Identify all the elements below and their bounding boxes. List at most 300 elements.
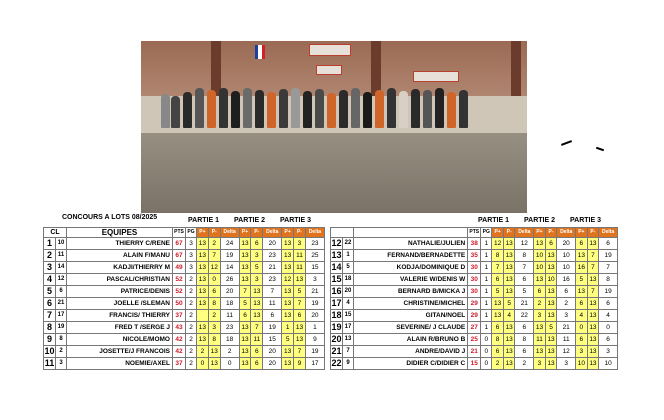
mark — [561, 140, 572, 146]
p2-delta-cell: 10 — [557, 250, 576, 262]
rank-cell: 2 — [44, 250, 56, 262]
p2-minus-cell: 13 — [545, 358, 557, 370]
p2-plus-cell: 13 — [239, 274, 251, 286]
rank-cell: 17 — [331, 298, 342, 308]
team-number-cell: 11 — [56, 250, 67, 262]
rank-cell: 7 — [44, 310, 56, 322]
p3-delta-cell: 17 — [305, 358, 324, 370]
team-name-cell: THIERRY C/RENE — [67, 238, 173, 250]
p3-plus-cell: 16 — [576, 262, 588, 274]
games-won-cell: 0 — [481, 334, 492, 346]
p2-plus-cell: 6 — [534, 286, 546, 298]
p3-minus-cell: 9 — [294, 358, 306, 370]
p1-delta-cell: 2 — [220, 346, 239, 358]
page-title: CONCOURS A LOTS 08/2025 — [62, 214, 158, 221]
p1-delta-cell: 6 — [515, 274, 534, 286]
rank-cell: 11 — [44, 358, 55, 368]
ranking-table-left — [43, 227, 325, 370]
table-row — [331, 274, 618, 286]
team-name-cell: NOEMIE/AXEL — [67, 358, 173, 370]
p1-plus-cell: 7 — [492, 262, 504, 274]
p2-minus-cell: 6 — [545, 238, 557, 250]
plus-header: P+ — [239, 228, 251, 238]
games-won-cell: 1 — [481, 286, 492, 298]
p3-plus-cell: 6 — [576, 298, 588, 310]
team-name-cell: BERNARD B/MICKA J — [354, 286, 468, 298]
partie2-header: PARTIE 2 — [234, 217, 265, 224]
p3-delta-cell: 3 — [305, 274, 324, 286]
team-name-cell: KADJI/THIERRY M — [67, 262, 173, 274]
p3-delta-cell: 3 — [599, 346, 618, 358]
rank-cell: 20 — [331, 334, 342, 344]
p1-plus-cell: 13 — [492, 298, 504, 310]
games-won-cell: 1 — [481, 274, 492, 286]
p3-plus-cell: 0 — [576, 322, 588, 334]
p2-plus-cell: 13 — [239, 250, 251, 262]
table-row — [331, 250, 618, 262]
table-row — [44, 250, 325, 262]
p3-minus-cell: 13 — [587, 346, 599, 358]
p3-plus-cell: 13 — [282, 298, 294, 310]
p1-plus-cell: 13 — [197, 274, 209, 286]
p1-minus-cell: 13 — [503, 238, 515, 250]
team-name-cell: VALERIE W/DENIS W — [354, 274, 468, 286]
group-photo — [141, 41, 527, 213]
p2-minus-cell: 3 — [251, 250, 263, 262]
p2-minus-cell: 13 — [545, 346, 557, 358]
delta-header: Delta — [599, 228, 618, 238]
p2-delta-cell: 6 — [263, 310, 282, 322]
p2-minus-cell: 13 — [545, 334, 557, 346]
p3-minus-cell: 13 — [294, 274, 306, 286]
games-won-cell: 1 — [481, 238, 492, 250]
p2-delta-cell: 6 — [557, 286, 576, 298]
rank-cell: 21 — [331, 346, 342, 356]
plus-header: P+ — [534, 228, 546, 238]
table-row — [44, 286, 325, 298]
p2-plus-cell: 11 — [534, 334, 546, 346]
table-row — [44, 298, 325, 310]
p3-minus-cell: 7 — [294, 298, 306, 310]
rank-cell: 10 — [44, 346, 55, 356]
points-cell: 29 — [468, 310, 481, 322]
pg-header: PG — [481, 228, 492, 238]
games-won-cell: 2 — [186, 310, 197, 322]
points-cell: 27 — [468, 322, 481, 334]
p3-minus-cell: 13 — [587, 322, 599, 334]
p2-plus-cell: 13 — [534, 274, 546, 286]
team-name-cell: PASCAL/CHRISTIAN — [67, 274, 173, 286]
games-won-cell: 2 — [186, 322, 197, 334]
column-header-row — [44, 228, 325, 238]
games-won-cell: 2 — [186, 346, 197, 358]
p2-minus-cell: 6 — [251, 346, 263, 358]
team-number-cell: 19 — [56, 322, 67, 334]
minus-header: P- — [208, 228, 220, 238]
table-row — [44, 262, 325, 274]
points-cell: 29 — [468, 298, 481, 310]
p1-plus-cell: 5 — [492, 286, 504, 298]
p3-delta-cell: 0 — [599, 322, 618, 334]
partie2-header-right: PARTIE 2 — [524, 217, 555, 224]
team-name-cell: CHRISTINE/MICHEL — [354, 298, 468, 310]
p2-minus-cell: 13 — [545, 286, 557, 298]
p1-minus-cell: 13 — [503, 250, 515, 262]
team-name-cell: ALAIN R/BRUNO B — [354, 334, 468, 346]
points-cell: 21 — [468, 346, 481, 358]
partie3-header-right: PARTIE 3 — [570, 217, 601, 224]
points-cell: 30 — [468, 286, 481, 298]
team-name-cell: NATHALIE/JULIEN — [354, 238, 468, 250]
rank-cell: 9 — [44, 334, 56, 346]
p1-minus-cell: 2 — [208, 310, 220, 322]
photo-banner — [309, 44, 351, 56]
p1-plus-cell: 6 — [492, 322, 504, 334]
p1-minus-cell: 13 — [503, 334, 515, 346]
p1-minus-cell: 13 — [503, 262, 515, 274]
points-cell: 43 — [173, 322, 186, 334]
p2-plus-cell: 13 — [534, 346, 546, 358]
p3-plus-cell: 6 — [576, 238, 588, 250]
games-won-cell: 3 — [186, 250, 197, 262]
p2-plus-cell: 13 — [239, 346, 251, 358]
p1-minus-cell: 2 — [208, 238, 220, 250]
p2-minus-cell: 13 — [545, 310, 557, 322]
points-cell: 52 — [173, 286, 186, 298]
p2-delta-cell: 10 — [557, 262, 576, 274]
p1-delta-cell: 0 — [220, 358, 239, 370]
team-number-cell: 5 — [343, 262, 354, 274]
p2-delta-cell: 23 — [263, 250, 282, 262]
p3-plus-cell: 5 — [282, 334, 294, 346]
team-number-cell: 17 — [343, 322, 354, 334]
p2-plus-cell: 10 — [534, 250, 546, 262]
points-cell: 25 — [468, 334, 481, 346]
p3-minus-cell: 13 — [587, 298, 599, 310]
points-cell: 52 — [173, 274, 186, 286]
p2-plus-cell: 13 — [534, 238, 546, 250]
table-row — [44, 334, 325, 346]
p3-plus-cell: 13 — [282, 250, 294, 262]
p3-plus-cell: 1 — [282, 322, 294, 334]
p3-plus-cell: 13 — [282, 310, 294, 322]
p3-delta-cell: 6 — [599, 298, 618, 310]
p1-delta-cell: 5 — [515, 286, 534, 298]
p2-delta-cell: 23 — [263, 274, 282, 286]
games-won-cell: 0 — [481, 346, 492, 358]
team-number-cell: 15 — [343, 310, 354, 322]
rank-cell: 8 — [44, 322, 56, 334]
team-name-cell: ALAIN F/MANU — [67, 250, 173, 262]
delta-header: Delta — [305, 228, 324, 238]
p3-minus-cell: 13 — [587, 238, 599, 250]
p2-plus-cell: 13 — [239, 238, 251, 250]
rank-cell: 4 — [44, 274, 56, 286]
plus-header: P+ — [282, 228, 294, 238]
team-name-cell: KODJA/DOMINIQUE D — [354, 262, 468, 274]
team-name-cell: JOELLE /SLEMAN — [67, 298, 173, 310]
p2-minus-cell: 6 — [251, 238, 263, 250]
plus-header: P+ — [576, 228, 588, 238]
column-header-row — [331, 228, 618, 238]
p2-plus-cell: 6 — [239, 310, 251, 322]
team-name-cell: FRANCIS/ THIERRY — [67, 310, 173, 322]
p1-plus-cell: 13 — [197, 238, 209, 250]
p2-delta-cell: 12 — [557, 346, 576, 358]
minus-header: P- — [587, 228, 599, 238]
p3-delta-cell: 6 — [599, 334, 618, 346]
p3-plus-cell: 12 — [282, 274, 294, 286]
rank-cell: 12 — [331, 238, 342, 248]
p1-minus-cell: 13 — [503, 274, 515, 286]
p1-delta-cell: 23 — [220, 322, 239, 334]
p1-delta-cell: 21 — [515, 298, 534, 310]
p3-delta-cell: 10 — [599, 358, 618, 370]
pts-header: PTS — [468, 228, 481, 238]
p2-delta-cell: 11 — [263, 298, 282, 310]
team-name-cell: PATRICE/DENIS — [67, 286, 173, 298]
p1-plus-cell: 13 — [197, 322, 209, 334]
p2-minus-cell: 3 — [251, 274, 263, 286]
team-number-cell: 13 — [343, 334, 354, 346]
games-won-cell: 1 — [481, 262, 492, 274]
rank-cell: 15 — [331, 274, 342, 284]
points-cell: 37 — [173, 310, 186, 322]
p1-delta-cell: 2 — [515, 358, 534, 370]
p3-plus-cell: 3 — [576, 346, 588, 358]
french-flag-icon — [255, 45, 265, 59]
table-row — [44, 310, 325, 322]
p1-minus-cell: 4 — [503, 310, 515, 322]
points-cell: 50 — [173, 298, 186, 310]
points-cell: 37 — [173, 358, 186, 370]
p2-delta-cell: 3 — [557, 358, 576, 370]
ranking-table-right — [330, 227, 618, 370]
p3-delta-cell: 25 — [305, 250, 324, 262]
p3-plus-cell: 13 — [282, 346, 294, 358]
p3-plus-cell: 10 — [576, 358, 588, 370]
points-cell: 38 — [468, 238, 481, 250]
p3-delta-cell: 19 — [599, 250, 618, 262]
delta-header: Delta — [557, 228, 576, 238]
team-number-cell: 21 — [56, 298, 67, 310]
delta-header: Delta — [515, 228, 534, 238]
p1-plus-cell: 13 — [197, 298, 209, 310]
p1-plus-cell: 12 — [492, 238, 504, 250]
p3-delta-cell: 19 — [305, 346, 324, 358]
photo-banner — [316, 65, 342, 75]
p3-plus-cell: 5 — [576, 274, 588, 286]
p1-plus-cell: 13 — [492, 310, 504, 322]
team-number-cell: 10 — [56, 238, 67, 250]
cl-header — [331, 228, 354, 238]
p1-delta-cell: 24 — [220, 238, 239, 250]
p2-plus-cell: 13 — [239, 358, 251, 370]
team-number-cell: 1 — [343, 250, 354, 262]
p1-minus-cell: 13 — [503, 346, 515, 358]
rank-cell: 18 — [331, 310, 342, 320]
plus-header: P+ — [492, 228, 504, 238]
partie1-header-right: PARTIE 1 — [478, 217, 509, 224]
p2-delta-cell: 3 — [557, 310, 576, 322]
p2-plus-cell: 3 — [534, 358, 546, 370]
team-name-cell: DIDIER C/DIDIER C — [354, 358, 468, 370]
p3-minus-cell: 13 — [587, 358, 599, 370]
p1-delta-cell: 8 — [515, 250, 534, 262]
photo-banner — [413, 71, 459, 82]
p2-minus-cell: 13 — [545, 262, 557, 274]
p1-delta-cell: 20 — [220, 286, 239, 298]
rank-cell: 6 — [44, 298, 56, 310]
pg-header: PG — [186, 228, 197, 238]
table-row — [331, 262, 618, 274]
p2-delta-cell: 20 — [263, 346, 282, 358]
p2-plus-cell: 2 — [534, 298, 546, 310]
games-won-cell: 2 — [186, 334, 197, 346]
p2-delta-cell: 16 — [557, 274, 576, 286]
p1-delta-cell: 14 — [220, 262, 239, 274]
table-row — [331, 238, 618, 250]
p2-minus-cell: 10 — [545, 274, 557, 286]
minus-header: P- — [503, 228, 515, 238]
team-name-cell: FERNAND/BERNADETTE — [354, 250, 468, 262]
minus-header: P- — [545, 228, 557, 238]
table-row — [331, 322, 618, 334]
p2-plus-cell: 13 — [239, 262, 251, 274]
p2-plus-cell: 13 — [239, 322, 251, 334]
p2-plus-cell: 10 — [534, 262, 546, 274]
table-row — [331, 334, 618, 346]
p1-plus-cell: 2 — [492, 358, 504, 370]
games-won-cell: 2 — [186, 274, 197, 286]
plus-header: P+ — [197, 228, 209, 238]
minus-header: P- — [251, 228, 263, 238]
p1-plus-cell: 0 — [197, 358, 209, 370]
p3-delta-cell: 19 — [305, 298, 324, 310]
games-won-cell: 1 — [481, 310, 492, 322]
p1-minus-cell: 6 — [208, 286, 220, 298]
p3-plus-cell: 13 — [282, 238, 294, 250]
photo-floor — [141, 133, 527, 213]
p1-delta-cell: 11 — [220, 310, 239, 322]
p2-delta-cell: 2 — [557, 298, 576, 310]
rank-cell: 3 — [44, 262, 56, 274]
p2-minus-cell: 11 — [251, 334, 263, 346]
p3-plus-cell: 13 — [282, 286, 294, 298]
p2-delta-cell: 20 — [263, 238, 282, 250]
p2-minus-cell: 7 — [251, 322, 263, 334]
p1-plus-cell: 13 — [197, 334, 209, 346]
games-won-cell: 2 — [186, 358, 197, 370]
p1-minus-cell: 8 — [208, 334, 220, 346]
p1-plus-cell: 6 — [492, 274, 504, 286]
p3-plus-cell: 13 — [282, 358, 294, 370]
p3-delta-cell: 6 — [599, 238, 618, 250]
team-name-cell: FRED T /SERGE J — [67, 322, 173, 334]
p2-delta-cell: 7 — [263, 286, 282, 298]
p3-minus-cell: 13 — [587, 274, 599, 286]
p3-plus-cell: 13 — [576, 250, 588, 262]
table-row — [44, 274, 325, 286]
team-name-cell: NICOLE/MOMO — [67, 334, 173, 346]
table-row — [44, 346, 325, 358]
partie1-header: PARTIE 1 — [188, 217, 219, 224]
p2-plus-cell: 13 — [534, 322, 546, 334]
rank-cell: 22 — [331, 358, 342, 368]
team-number-cell: 6 — [56, 286, 67, 298]
p1-plus-cell: 13 — [197, 250, 209, 262]
p3-minus-cell: 3 — [294, 238, 306, 250]
team-name-cell: ANDRE/DAVID J — [354, 346, 468, 358]
p3-delta-cell: 20 — [305, 310, 324, 322]
p2-delta-cell: 20 — [557, 238, 576, 250]
p1-delta-cell: 19 — [220, 250, 239, 262]
rank-cell: 1 — [44, 238, 56, 250]
rank-cell: 16 — [331, 286, 342, 296]
games-won-cell: 3 — [186, 262, 197, 274]
table-row — [331, 286, 618, 298]
p2-minus-cell: 5 — [251, 262, 263, 274]
rank-cell: 19 — [331, 322, 342, 332]
p3-minus-cell: 7 — [587, 250, 599, 262]
p3-delta-cell: 7 — [599, 262, 618, 274]
table-row — [44, 322, 325, 334]
p3-delta-cell: 1 — [305, 322, 324, 334]
p1-minus-cell: 13 — [503, 322, 515, 334]
p3-minus-cell: 11 — [294, 250, 306, 262]
p2-minus-cell: 6 — [251, 358, 263, 370]
p3-minus-cell: 6 — [294, 310, 306, 322]
cl-header: CL — [44, 228, 67, 238]
p1-plus-cell: 8 — [492, 250, 504, 262]
games-won-cell: 1 — [481, 250, 492, 262]
team-number-cell: 8 — [56, 334, 67, 346]
p3-minus-cell: 5 — [294, 286, 306, 298]
points-cell: 15 — [468, 358, 481, 370]
p1-delta-cell: 22 — [515, 310, 534, 322]
team-name-cell: SEVERINE/ J CLAUDE — [354, 322, 468, 334]
games-won-cell: 1 — [481, 322, 492, 334]
equipes-header: EQUIPES — [67, 228, 173, 238]
p3-minus-cell: 11 — [294, 262, 306, 274]
p2-delta-cell: 15 — [263, 334, 282, 346]
p1-minus-cell: 5 — [503, 298, 515, 310]
table-row — [44, 238, 325, 250]
table-row — [44, 358, 325, 370]
p3-minus-cell: 7 — [294, 346, 306, 358]
games-won-cell: 2 — [186, 286, 197, 298]
p1-delta-cell: 7 — [515, 262, 534, 274]
team-name-cell: JOSETTE/J FRANCOIS — [67, 346, 173, 358]
p1-minus-cell: 3 — [208, 322, 220, 334]
minus-header: P- — [294, 228, 306, 238]
p1-delta-cell: 18 — [220, 298, 239, 310]
team-number-cell: 12 — [56, 274, 67, 286]
p2-minus-cell: 13 — [251, 310, 263, 322]
team-number-cell: 20 — [343, 286, 354, 298]
points-cell: 30 — [468, 262, 481, 274]
p2-minus-cell: 13 — [545, 298, 557, 310]
p3-plus-cell: 4 — [576, 310, 588, 322]
p2-delta-cell: 21 — [557, 322, 576, 334]
team-number-cell: 4 — [343, 298, 354, 310]
team-name-cell: GITAN/NOEL — [354, 310, 468, 322]
p1-minus-cell: 8 — [208, 298, 220, 310]
team-number-cell: 7 — [343, 346, 354, 358]
team-number-cell: 3 — [56, 358, 67, 370]
p1-minus-cell: 12 — [208, 262, 220, 274]
p3-plus-cell: 6 — [576, 334, 588, 346]
